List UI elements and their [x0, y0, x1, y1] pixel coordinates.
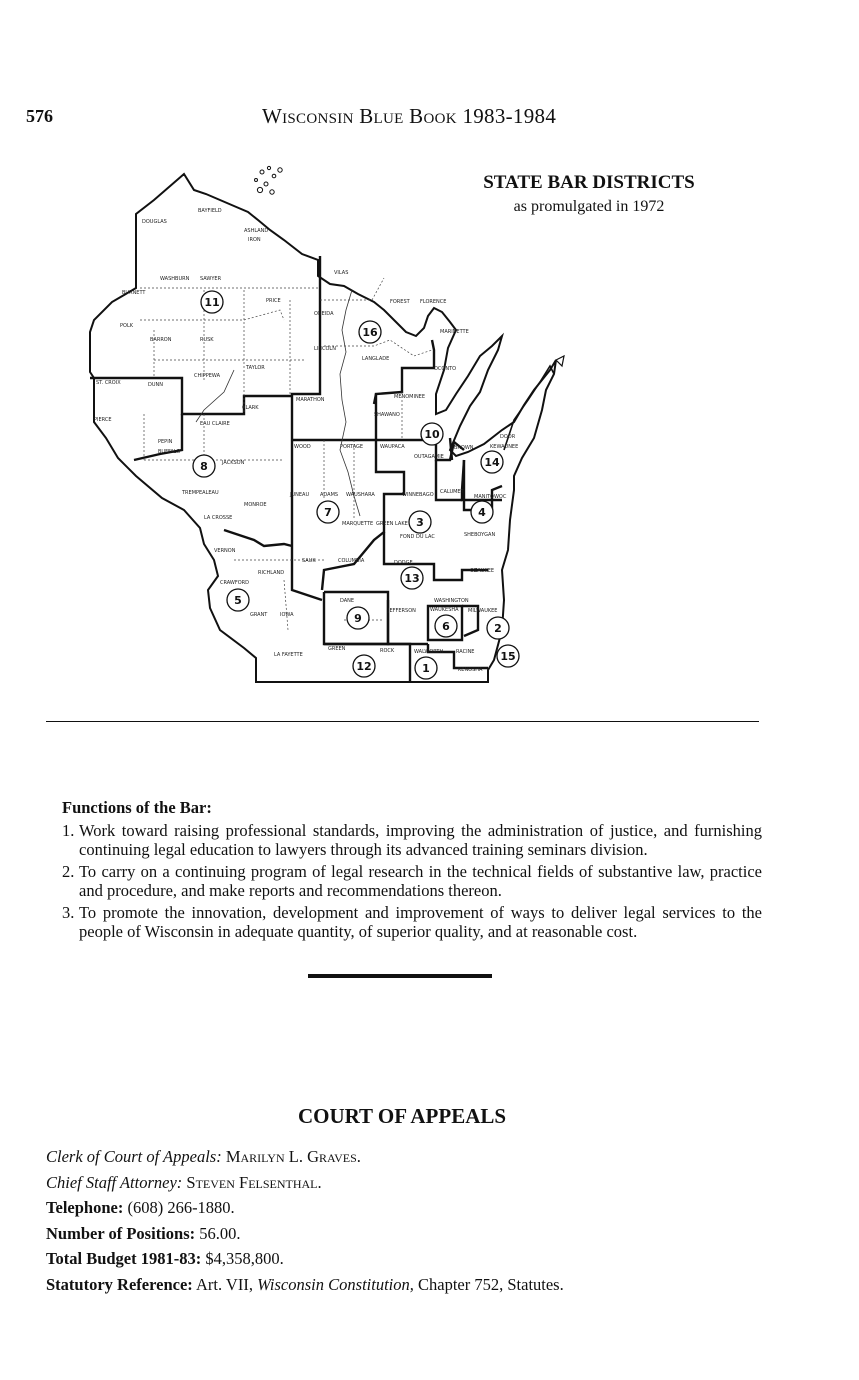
telephone-row: [46, 1198, 826, 1224]
county-label: MARINETTE: [440, 329, 469, 335]
district-3-label: 3: [416, 516, 424, 529]
positions-label: Number of Positions:: [46, 1223, 196, 1243]
district-5-marker: [227, 589, 249, 611]
running-head-title: Wisconsin Blue Book: [262, 104, 457, 128]
list-item: [62, 821, 762, 859]
county-label: TREMPEALEAU: [182, 490, 219, 496]
list-item: [62, 862, 762, 900]
county-label: MONROE: [244, 502, 267, 508]
clerk-value: Marilyn L. Graves.: [225, 1147, 361, 1166]
list-item: [62, 903, 762, 941]
district-12-label: 12: [356, 660, 372, 673]
district-9-label: 9: [354, 612, 362, 625]
county-label: ASHLAND: [244, 228, 269, 234]
running-head: [262, 104, 556, 129]
county-label: LINCOLN: [314, 346, 336, 352]
county-label: KENOSHA: [458, 667, 483, 673]
county-label: CHIPPEWA: [194, 373, 221, 379]
county-label: LA CROSSE: [204, 515, 233, 521]
county-label: PEPIN: [158, 439, 173, 445]
district-1-label: 1: [422, 662, 430, 675]
functions-heading: Functions of the Bar:: [62, 798, 212, 817]
county-label: OUTAGAMIE: [414, 454, 444, 460]
district-7-label: 7: [324, 506, 332, 519]
county-label: ONEIDA: [314, 311, 334, 317]
district-4-label: 4: [478, 506, 486, 519]
statutory-label: Statutory Reference:: [46, 1274, 193, 1294]
county-label: RUSK: [200, 337, 214, 343]
county-label: FLORENCE: [420, 299, 447, 305]
county-label: MILWAUKEE: [468, 608, 498, 614]
district-4-marker: [471, 501, 493, 523]
county-label: MARATHON: [296, 397, 325, 403]
county-label: PORTAGE: [340, 444, 364, 450]
county-label: SHEBOYGAN: [464, 532, 496, 538]
county-label: SAWYER: [200, 276, 222, 282]
county-label: PRICE: [266, 298, 281, 304]
district-11-marker: [201, 291, 223, 313]
county-label: LANGLADE: [362, 356, 390, 362]
district-2-marker: [487, 617, 509, 639]
county-label: WAUPACA: [380, 444, 405, 450]
county-label: SHAWANO: [374, 412, 400, 418]
telephone-label: Telephone:: [46, 1198, 124, 1217]
district-1-marker: [415, 657, 437, 679]
district-11-label: 11: [204, 296, 220, 309]
functions-list: [62, 821, 762, 941]
county-label: IRON: [248, 237, 261, 243]
county-label: ST. CROIX: [96, 380, 121, 386]
positions-row: [46, 1224, 826, 1250]
page-number: 576: [26, 106, 53, 126]
clerk-label: Clerk of Court of Appeals:: [46, 1147, 222, 1166]
district-15-marker: [497, 645, 519, 667]
county-label: WINNEBAGO: [402, 492, 434, 498]
county-label: WALWORTH: [414, 649, 444, 655]
county-label: SAUK: [302, 558, 316, 564]
statutory-chapter: Chapter 752, Statutes.: [418, 1274, 564, 1294]
county-label: GRANT: [250, 612, 268, 618]
county-label: OCONTO: [434, 366, 457, 372]
statutory-row: [46, 1275, 826, 1301]
district-16-marker: [359, 321, 381, 343]
county-label: KEWAUNEE: [490, 444, 519, 450]
county-label: MARQUETTE: [342, 521, 374, 527]
functions-of-the-bar: [62, 798, 762, 944]
county-label: OZAUKEE: [470, 568, 495, 574]
district-9-marker: [347, 607, 369, 629]
county-label: DOUGLAS: [142, 219, 167, 225]
district-7-marker: [317, 501, 339, 523]
list-item-text: To carry on a continuing program of legal research in the technical fields of substantive law, practice and procedure, and make reports and recommendations thereon.: [79, 862, 762, 900]
list-item-text: To promote the innovation, development and improvement of ways to deliver legal services to the people of Wisconsin in adequate quantity, of superior quality, and at reasonable cost.: [79, 903, 762, 941]
court-of-appeals-details: [46, 1147, 826, 1300]
county-label: IOWA: [280, 612, 294, 618]
attorney-label: Chief Staff Attorney:: [46, 1172, 183, 1192]
county-label: FOND DU LAC: [400, 534, 435, 540]
list-item-number: 3.: [62, 903, 75, 922]
running-head-years: 1983-1984: [462, 104, 557, 128]
washington-island: [556, 356, 564, 366]
telephone-value: (608) 266-1880.: [127, 1198, 235, 1217]
attorney-value: Steven Felsenthal.: [186, 1172, 322, 1192]
district-14-label: 14: [484, 456, 500, 469]
district-12-marker: [353, 655, 375, 677]
county-label: LA FAYETTE: [274, 652, 303, 658]
county-label: WASHBURN: [160, 276, 190, 282]
county-label: RACINE: [456, 649, 475, 655]
county-label: BURNETT: [122, 290, 146, 296]
county-label: BROWN: [454, 445, 474, 451]
state-bar-districts-map: [84, 160, 584, 690]
court-of-appeals-title: COURT OF APPEALS: [297, 1104, 507, 1128]
district-2-label: 2: [494, 622, 502, 635]
list-item-text: Work toward raising professional standards, improving the administration of justice, and furnishing continuing legal education to lawyers through its advanced training seminars division.: [79, 821, 762, 859]
district-8-marker: [193, 455, 215, 477]
list-item-number: 2.: [62, 862, 75, 881]
map-subtitle: as promulgated in 1972: [513, 198, 665, 215]
district-16-label: 16: [362, 326, 378, 339]
county-label: ADAMS: [320, 492, 339, 498]
map-title: STATE BAR DISTRICTS: [483, 172, 695, 193]
list-item-number: 1.: [62, 821, 75, 840]
county-label: DODGE: [394, 560, 413, 566]
wisconsin-river: [340, 290, 360, 516]
county-label: PIERCE: [94, 417, 112, 423]
clerk-row: [46, 1147, 826, 1173]
county-label: JACKSON: [222, 460, 245, 466]
county-label: BARRON: [150, 337, 172, 343]
budget-row: [46, 1249, 826, 1275]
county-label: CRAWFORD: [220, 580, 249, 586]
county-label: RICHLAND: [258, 570, 285, 576]
district-10-marker: [421, 423, 443, 445]
attorney-row: [46, 1173, 826, 1199]
county-label: MENOMINEE: [394, 394, 425, 400]
district-5-label: 5: [234, 594, 242, 607]
county-label: DUNN: [148, 382, 163, 388]
budget-label: Total Budget 1981-83:: [46, 1249, 202, 1268]
county-label: GREEN: [328, 646, 346, 652]
county-label: CALUMET: [440, 489, 464, 495]
statutory-constitution: Wisconsin Constitution,: [257, 1274, 414, 1294]
county-label: DOOR: [500, 434, 516, 440]
district-3-marker: [409, 511, 431, 533]
county-label: WASHINGTON: [434, 598, 469, 604]
county-label: BAYFIELD: [198, 208, 222, 214]
district-10-label: 10: [424, 428, 440, 441]
statutory-article: Art. VII,: [195, 1274, 253, 1294]
county-label: JUNEAU: [290, 492, 310, 498]
county-label: WOOD: [294, 444, 311, 450]
district-6-marker: [435, 615, 457, 637]
county-label: BUFFALO: [158, 449, 181, 455]
district-15-label: 15: [500, 650, 516, 663]
county-label: COLUMBIA: [338, 558, 365, 564]
county-label: VILAS: [334, 270, 349, 276]
district-6-label: 6: [442, 620, 450, 633]
section-divider: [46, 721, 759, 722]
county-label: WAUKESHA: [430, 607, 459, 613]
apostle-islands: [255, 166, 283, 194]
county-label: FOREST: [390, 299, 410, 305]
county-label: WAUSHARA: [346, 492, 375, 498]
section-end-rule: [308, 974, 492, 978]
positions-value: 56.00.: [199, 1223, 241, 1243]
county-label: VERNON: [214, 548, 236, 554]
county-label: POLK: [120, 323, 134, 329]
budget-value: $4,358,800.: [205, 1249, 284, 1268]
county-label: GREEN LAKE: [376, 521, 408, 527]
district-8-label: 8: [200, 460, 208, 473]
district-13-label: 13: [404, 572, 420, 585]
county-label: TAYLOR: [246, 365, 265, 371]
district-14-marker: [481, 451, 503, 473]
county-lines: [140, 278, 432, 630]
wisconsin-map-svg: [84, 160, 584, 690]
county-label: CLARK: [242, 405, 259, 411]
county-label: EAU CLAIRE: [200, 421, 230, 427]
district-13-marker: [401, 567, 423, 589]
county-label: MANITOWOC: [474, 494, 507, 500]
county-label: ROCK: [380, 648, 395, 654]
county-label: DANE: [340, 598, 355, 604]
district-markers: [193, 291, 519, 679]
county-label: JEFFERSON: [388, 608, 416, 614]
